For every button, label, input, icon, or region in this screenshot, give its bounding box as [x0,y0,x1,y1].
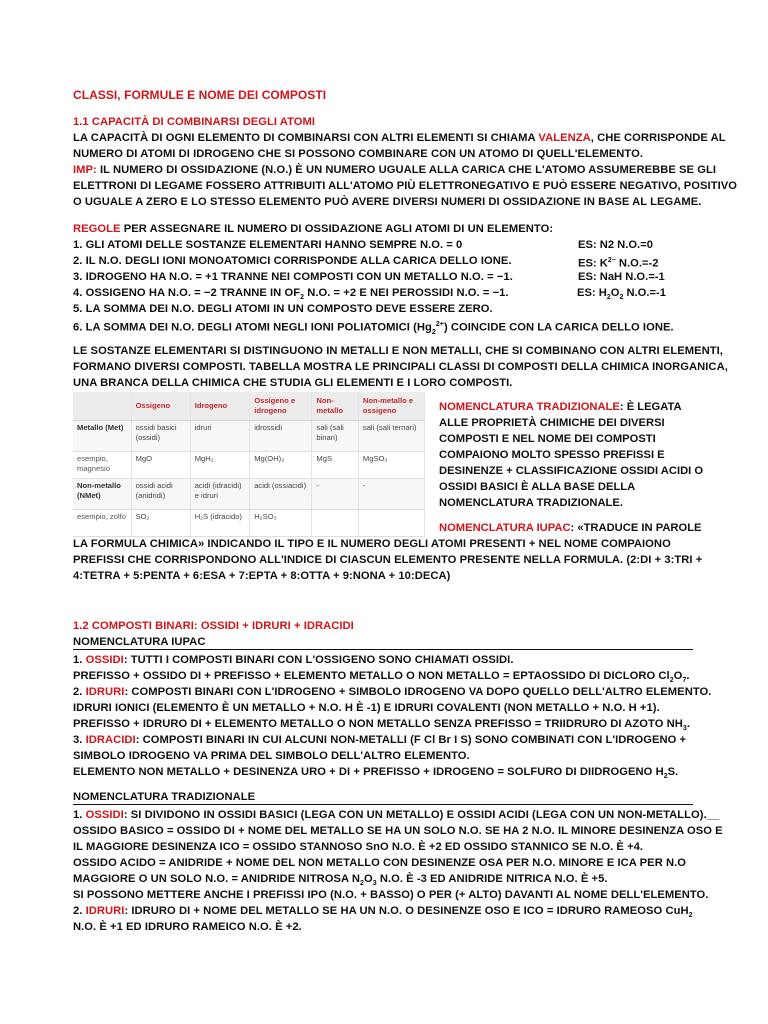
table-header-cell [73,392,131,421]
sostanze-line1: LE SOSTANZE ELEMENTARI SI DISTINGUONO IN METALLI E NON METALLI, CHE SI COMBINANO CON ALTRI ELEMENTI, [73,345,723,357]
section-heading-1-1: 1.1 CAPACITÀ DI COMBINARSI DEGLI ATOMI [73,116,316,128]
table-cell: MgS [312,452,359,479]
idracidi-iupac-line1: 3. IDRACIDI: COMPOSTI BINARI IN CUI ALCUNI NON-METALLI (F Cl Br I S) SONO COMBINATI CON L'IDROGENO + [73,734,687,746]
table-cell: ossidi acidi (anidridi) [131,479,190,510]
rule-6: 6. LA SOMMA DEI N.O. DEGLI ATOMI NEGLI IONI POLIATOMICI $(Hg_2^{2+})$ COINCIDE CON LA CARICA DELLO IONE. [73,321,674,336]
idruri-label: IDRURI [85,686,125,698]
table-header-row [73,392,425,421]
iupac-side-line: NOMENCLATURA IUPAC: «TRADUCE IN PAROLE [439,522,702,534]
rule-1: 1. GLI ATOMI DELLE SOSTANZE ELEMENTARI HANNO SEMPRE N.O. = 0 [73,239,463,251]
rule-4: 4. OSSIGENO HA N.O. = −2 TRANNE IN $OF_2$ N.O. = +2 E NEI PEROSSIDI N.O. = −1. [73,287,509,302]
ossidi-iupac-line1: 1. OSSIDI: TUTTI I COMPOSTI BINARI CON L'OSSIGENO SONO CHIAMATI OSSIDI. [73,654,514,666]
subheading-nomenclatura-iupac: NOMENCLATURA IUPAC [73,636,206,648]
ossidi-iupac-line2: PREFISSO + OSSIDO DI + PREFISSO + ELEMENTO METALLO O NON METALLO = EPTAOSSIDO DI DICLORO $Cl_2O_7$. [73,670,690,685]
rule-4-example: ES: $H_2O_2$ N.O.=-1 [577,287,666,302]
ossidi-label: OSSIDI [85,809,124,821]
table-row [73,479,425,510]
table-header-cell: Idrogeno [190,392,250,421]
trad-side-line4: COMPAIONO MOLTO SPESSO PREFISSI E [439,449,665,461]
rule-3: 3. IDROGENO HA N.O. = +1 TRANNE NEI COMPOSTI CON UN METALLO N.O. = −1. [73,271,513,283]
trad-ossidi-line2: OSSIDO BASICO = OSSIDO DI + NOME DEL METALLO SE HA UN SOLO N.O. SE HA 2 N.O. IL MINORE DESINENZA OSO E [73,825,723,837]
imp-line1: IMP: IL NUMERO DI OSSIDAZIONE (N.O.) È UN NUMERO UGUALE ALLA CARICA CHE L'ATOMO ASSUMEREBBE SE GLI [73,164,716,176]
table-row [73,510,425,537]
rule-5: 5. LA SOMMA DEI N.O. DEGLI ATOMI IN UN COMPOSTO DEVE ESSERE ZERO. [73,303,493,315]
table-row-header: Metallo (Met) [73,421,131,452]
table-row [73,421,425,452]
table-header-cell: Ossigeno e idrogeno [250,392,312,421]
trad-side-line7: NOMENCLATURA TRADIZIONALE. [439,497,623,509]
idruri-iupac-line3: PREFISSO + IDRURO DI + ELEMENTO METALLO O NON METALLO SENZA PREFISSO = TRIIDRURO DI AZOTO $NH_3$. [73,718,691,733]
idruri-iupac-line2: IDRURI IONICI (ELEMENTO È UN METALLO + N.O. H È -1) E IDRURI COVALENTI (NON METALLO + N.O. H +1). [73,702,660,714]
sostanze-line2: FORMANO DIVERSI COMPOSTI. TABELLA MOSTRA LE PRINCIPALI CLASSI DI COMPOSTI DELLA CHIMICA INORGANICA, [73,361,728,373]
idracidi-label: IDRACIDI [85,734,136,746]
trad-idruri-line1: 2. IDRURI: IDRURO DI + NOME DEL METALLO SE HA UN N.O. O DESINENZE OSO E ICO = IDRURO RAMEOSO CuH$_2$ [73,905,693,920]
table-row-header: esempio, magnesio [73,452,131,479]
trad-side-line1: NOMENCLATURA TRADIZIONALE: È LEGATA [439,401,682,413]
table-cell: sali (sali binari) [312,421,359,452]
trad-side-line3: COMPOSTI E NEL NOME DEI COMPOSTI [439,433,656,445]
table-cell [312,510,359,537]
table-cell: SO₂ [131,510,190,537]
table-cell: acidi (ossiacidi) [250,479,312,510]
trad-ossidi-line6: SI POSSONO METTERE ANCHE I PREFISSI IPO (N.O. + BASSO) O PER (+ ALTO) DAVANTI AL NOME DELL'ELEMENTO. [73,889,709,901]
divider [73,649,693,650]
idruri-label: IDRURI [85,905,125,917]
regole-intro: REGOLE PER ASSEGNARE IL NUMERO DI OSSIDAZIONE AGLI ATOMI DI UN ELEMENTO: [73,223,554,235]
subheading-nomenclatura-tradizionale: NOMENCLATURA TRADIZIONALE [73,791,256,803]
table-cell: MgSO₃ [358,452,424,479]
rule-2: 2. IL N.O. DEGLI IONI MONOATOMICI CORRISPONDE ALLA CARICA DELLO IONE. [73,255,512,267]
rule-1-example: ES: N2 N.O.=0 [578,239,653,251]
valenza-term: VALENZA [538,132,591,144]
trad-side-line2: ALLE PROPRIETÀ CHIMICHE DEI DIVERSI [439,417,665,429]
imp-line2: ELETTRONI DI LEGAME FOSSERO ATTRIBUITI ALL'ATOMO PIÙ ELETTRONEGATIVO E PUÒ ESSERE NEGATIVO, POSITIVO [73,180,738,192]
trad-ossidi-line3: IL MAGGIORE DESINENZA ICO = OSSIDO STANNOSO SnO N.O. È +2 ED OSSIDO STANNICO SE N.O. È +4. [73,841,644,853]
paragraph-valenza-line1: LA CAPACITÀ DI OGNI ELEMENTO DI COMBINARSI CON ALTRI ELEMENTI SI CHIAMA VALENZA, CHE CORRISPONDE AL [73,132,726,144]
table-cell: Mg(OH)₂ [250,452,312,479]
table-cell: H₂SO₃ [250,510,312,537]
rule-3-example: ES: NaH N.O.=-1 [578,271,665,283]
document-title: CLASSI, FORMULE E NOME DEI COMPOSTI [73,88,327,102]
table-cell: idrossidi [250,421,312,452]
table-header-cell: Non-metallo [312,392,359,421]
iupac-para-line2: PREFISSI CHE CORRISPONDONO ALL'INDICE DI CIASCUN ELEMENTO PRESENTE NELLA FORMULA. (2:DI + 3:TRI + [73,554,703,566]
imp-label: IMP: [73,164,97,176]
idracidi-iupac-line2: SIMBOLO IDROGENO VA PRIMA DEL SIMBOLO DELL'ALTRO ELEMENTO. [73,750,470,762]
trad-ossidi-line4: OSSIDO ACIDO = ANIDRIDE + NOME DEL NON METALLO CON DESINENZE OSA PER N.O. MINORE E ICA PER N.O [73,857,687,869]
table-cell: H₂S (idracido) [190,510,250,537]
table-cell: - [312,479,359,510]
divider [73,804,693,805]
paragraph-valenza-line2: NUMERO DI ATOMI DI IDROGENO CHE SI POSSONO COMBINARE CON UN ATOMO DI QUELL'ELEMENTO. [73,148,643,160]
trad-label: NOMENCLATURA TRADIZIONALE [439,401,620,413]
trad-ossidi-line5: MAGGIORE O UN SOLO N.O. = ANIDRIDE NITROSA $N_2O_3$ N.O. È -3 ED ANIDRIDE NITRICA N.O. È +5. [73,873,608,888]
section-heading-1-2: 1.2 COMPOSTI BINARI: OSSIDI + IDRURI + IDRACIDI [73,620,354,632]
table-cell: sali (sali ternari) [358,421,424,452]
sostanze-line3: UNA BRANCA DELLA CHIMICA CHE STUDIA GLI ELEMENTI E I LORO COMPOSTI. [73,377,513,389]
table-cell: idruri [190,421,250,452]
table-row-header: esempio, zolfo [73,510,131,537]
table-cell: - [358,479,424,510]
table-header-cell: Ossigeno [131,392,190,421]
table-cell: ossidi basici (ossidi) [131,421,190,452]
iupac-para-line3: 4:TETRA + 5:PENTA + 6:ESA + 7:EPTA + 8:OTTA + 9:NONA + 10:DECA) [73,570,451,582]
idruri-iupac-line1: 2. IDRURI: COMPOSTI BINARI CON L'IDROGENO + SIMBOLO IDROGENO VA DOPO QUELLO DELL'ALTRO ELEMENTO. [73,686,712,698]
compound-classes-table [73,392,425,537]
table-cell: MgO [131,452,190,479]
iupac-label: NOMENCLATURA IUPAC [439,522,571,534]
regole-label: REGOLE [73,223,121,235]
trad-side-line5: DESINENZE + CLASSIFICAZIONE OSSIDI ACIDI O [439,465,704,477]
trad-side-line6: OSSIDI BASICI È ALLA BASE DELLA [439,481,636,493]
idracidi-iupac-line3: ELEMENTO NON METALLO + DESINENZA URO + DI + PREFISSO + IDROGENO = SOLFURO DI DIIDROGENO $H_2S$. [73,766,679,781]
table-row-header: Non-metallo (NMet) [73,479,131,510]
table-cell: acidi (idracidi) e idruri [190,479,250,510]
imp-line3: O UGUALE A ZERO E LO STESSO ELEMENTO PUÒ AVERE DIVERSI NUMERI DI OSSIDAZIONE IN BASE AL LEGAME. [73,196,702,208]
trad-idruri-line2: N.O. È +1 ED IDRURO RAMEICO N.O. È +2. [73,921,302,933]
table-cell: MgH₂ [190,452,250,479]
table-header-cell: Non-metallo e ossigeno [358,392,424,421]
rule-2-example: ES: $K^{2-}$ N.O.=-2 [578,257,659,270]
trad-ossidi-line1: 1. OSSIDI: SI DIVIDONO IN OSSIDI BASICI (LEGA CON UN METALLO) E OSSIDI ACIDI (LEGA CON UN NON-METALLO).__ [73,809,720,821]
ossidi-label: OSSIDI [85,654,124,666]
table-cell [358,510,424,537]
iupac-para-line1: LA FORMULA CHIMICA» INDICANDO IL TIPO E IL NUMERO DEGLI ATOMI PRESENTI + NEL NOME COMPAIONO [73,538,671,550]
table-row [73,452,425,479]
